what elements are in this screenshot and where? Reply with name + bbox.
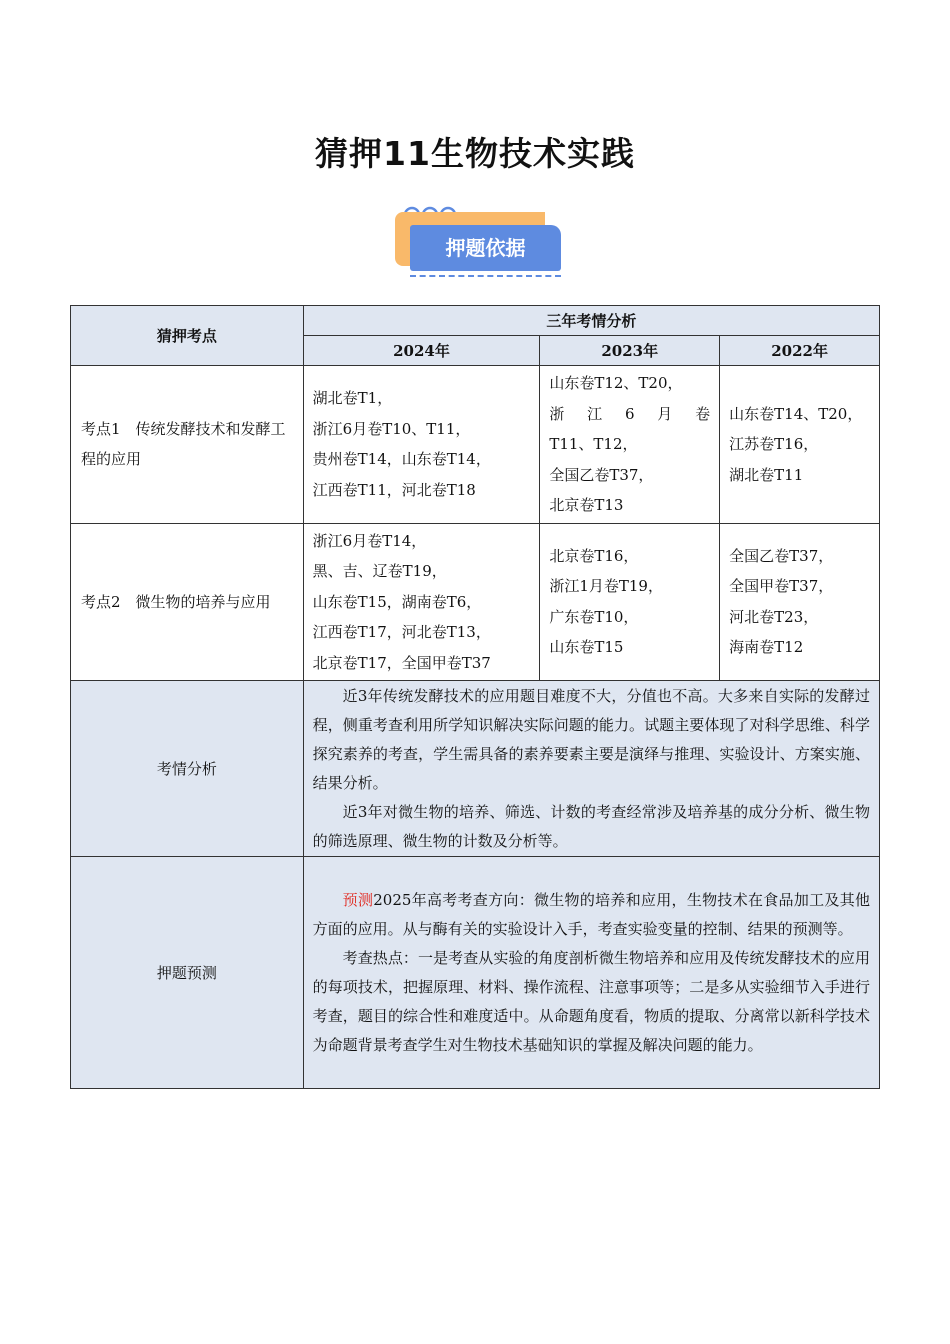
table-row [71,366,880,524]
banner-label: 押题依据 [445,236,526,260]
source-line: 黑、吉、辽卷T19， [312,562,447,580]
year-2023-cell [540,366,720,524]
source-line: 江西卷T17，河北卷T13， [312,623,491,641]
source-line: 全国甲卷T37， [729,577,834,596]
source-line: 山东卷T14、T20， [729,404,863,423]
source-line: 全国乙卷T37， [729,546,834,565]
source-line: 山东卷T15，湖南卷T6， [312,592,482,611]
analysis-paragraph: 近3年传统发酵技术的应用题目难度不大，分值也不高。大多来自实际的发酵过程，侧重考查利用所学知识解决实际问题的能力。试题主要体现了对科学思维、科学探究素养的考查，学生需具备的素养要素主要是演绎与推理、实验设计、方案实施、结果分析。 [312,686,870,792]
table-row [71,523,880,681]
prediction-label: 押题预测 [71,857,304,1089]
spread-char: 月 [657,404,673,423]
topic-cell: 考点1 传统发酵技术和发酵工程的应用 [71,366,304,524]
source-line: 山东卷T12、T20， [549,374,683,392]
banner-dash-line [410,275,561,277]
source-line: 江西卷T11，河北卷T18 [312,480,476,499]
spread-char: 江 [587,404,603,423]
year-2024-cell [303,523,540,681]
source-line: 广东卷T10， [549,607,639,626]
year-2023-cell [540,523,720,681]
prediction-paragraph: 考查热点：一是考查从实验的角度剖析微生物培养和应用及传统发酵技术的应用的每项技术，把握原理、材料、操作流程、注意事项等；二是多从实验细节入手进行考查，题目的综合性和难度适中。从命题角度看，物质的提取、分离常以新科学技术为命题背景考查学生对生物技术基础知识的掌握及解决问题的能力。 [312,948,870,1054]
header-three-year-analysis: 三年考情分析 [303,306,879,336]
year-2022-cell [720,523,880,681]
source-line: 河北卷T23， [729,607,819,626]
analysis-paragraph: 近3年对微生物的培养、筛选、计数的考查经常涉及培养基的成分分析、微生物的筛选原理、微生物的计数及分析等。 [312,802,870,850]
source-line: T11、T12， [549,435,638,453]
spread-char: 6 [624,404,635,423]
source-line: 海南卷T12 [729,638,804,657]
source-line: 全国乙卷T37， [549,465,654,484]
prediction-paragraph [313,886,870,944]
source-line: 北京卷T16， [549,546,639,565]
prediction-row [71,857,880,1089]
header-topic: 猜押考点 [71,306,304,366]
analysis-content [303,681,879,857]
source-line: 贵州卷T14，山东卷T14， [312,450,491,469]
section-banner [393,199,565,281]
header-year-2024: 2024年 [303,336,540,366]
topic-cell: 考点2 微生物的培养与应用 [71,523,304,681]
prediction-text: 2025年高考考查方向：微生物的培养和应用，生物技术在食品加工及其他方面的应用。从与酶有关的实验设计入手，考查实验变量的控制、结果的预测等。 [312,890,870,938]
source-line: 北京卷T13 [549,496,624,514]
spread-char: 卷 [695,404,711,423]
source-line: 山东卷T15 [549,638,624,657]
page-title: 猜押11生物技术实践 [315,134,635,173]
exam-analysis-table [70,305,880,1089]
source-line: 湖北卷T1， [312,389,393,408]
prediction-highlight: 预测 [342,890,374,909]
analysis-row [71,681,880,857]
source-line: 浙江6月卷T10、T11， [312,419,471,438]
source-line: 湖北卷T11 [729,465,804,484]
year-2024-cell [303,366,540,524]
spread-char: 浙 [549,404,565,423]
source-line [549,399,710,430]
analysis-label: 考情分析 [71,681,304,857]
source-line: 江苏卷T16， [729,435,819,453]
source-line: 北京卷T17，全国甲卷T37 [312,653,491,672]
header-year-2023: 2023年 [540,336,720,366]
header-year-2022: 2022年 [720,336,880,366]
source-line: 浙江6月卷T14， [312,531,427,550]
year-2022-cell [720,366,880,524]
source-line: 浙江1月卷T19， [549,577,663,596]
prediction-content [303,857,879,1089]
